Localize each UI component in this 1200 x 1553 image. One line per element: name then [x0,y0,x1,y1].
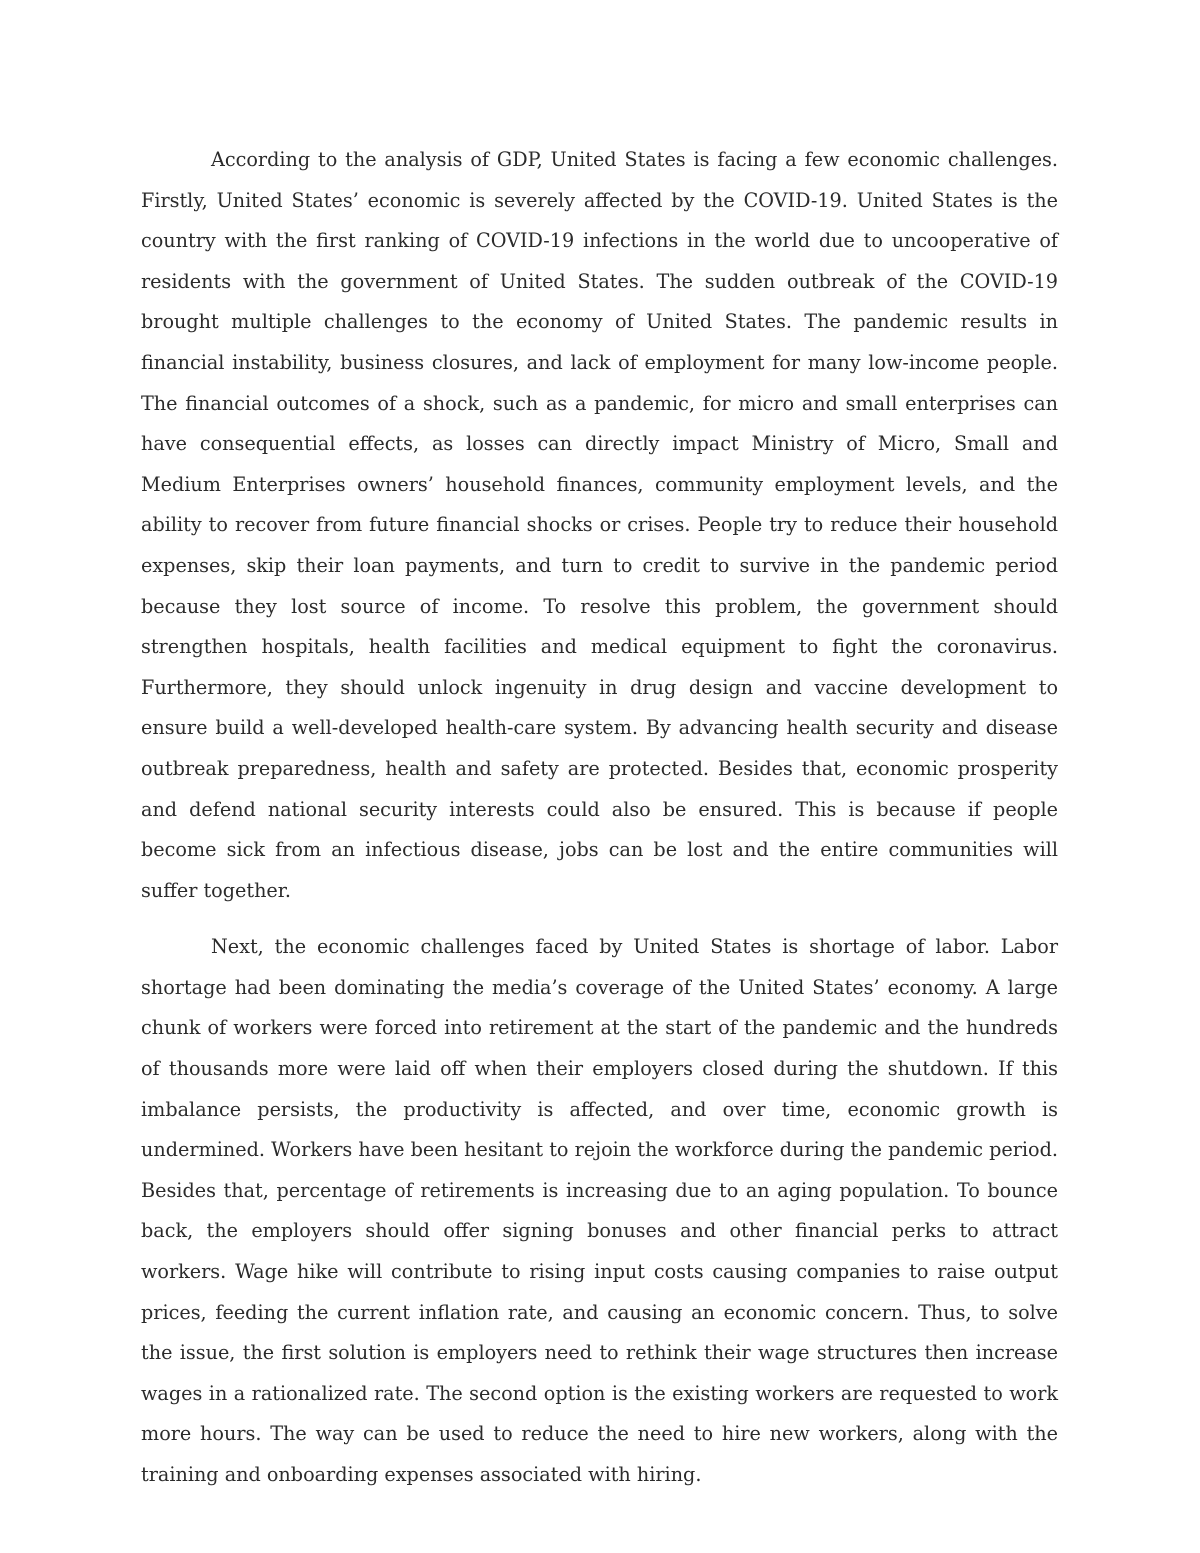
paragraph-labor-shortage: Next, the economic challenges faced by United States is shortage of labor. Labor shortage had been dominating the media’s coverage of the United States’ economy. A large chunk of workers were forced into retirement at the start of the pandemic and the hundreds of thousands more were laid off when their employers closed during the shutdown. If this imbalance persists, the productivity is affected, and over time, economic growth is undermined. Workers have been hesitant to rejoin the workforce during the pandemic period. Besides that, percentage of retirements is increasing due to an aging population. To bounce back, the employers should offer signing bonuses and other financial perks to attract workers. Wage hike will contribute to rising input costs causing companies to raise output prices, feeding the current inflation rate, and causing an economic concern. Thus, to solve the issue, the first solution is employers need to rethink their wage structures then increase wages in a rationalized rate. The second option is the existing workers are requested to work more hours. The way can be used to reduce the need to hire new workers, along with the training and onboarding expenses associated with hiring. [141,935,1058,1486]
paragraph-covid-economy: According to the analysis of GDP, United States is facing a few economic challenges. Firstly, United States’ economic is severely affected by the COVID-19. United States is the country with the first ranking of COVID-19 infections in the world due to uncooperative of residents with the government of United States. The sudden outbreak of the COVID-19 brought multiple challenges to the economy of United States. The pandemic results in financial instability, business closures, and lack of employment for many low-income people. The financial outcomes of a shock, such as a pandemic, for micro and small enterprises can have consequential effects, as losses can directly impact Ministry of Micro, Small and Medium Enterprises owners’ household finances, community employment levels, and the ability to recover from future financial shocks or crises. People try to reduce their household expenses, skip their loan payments, and turn to credit to survive in the pandemic period because they lost source of income. To resolve this problem, the government should strengthen hospitals, health facilities and medical equipment to fight the coronavirus. Furthermore, they should unlock ingenuity in drug design and vaccine development to ensure build a well-developed health-care system. By advancing health security and disease outbreak preparedness, health and safety are protected. Besides that, economic prosperity and defend national security interests could also be ensured. This is because if people become sick from an infectious disease, jobs can be lost and the entire communities will suffer together. [141,148,1058,902]
document-body [141,140,1058,1496]
